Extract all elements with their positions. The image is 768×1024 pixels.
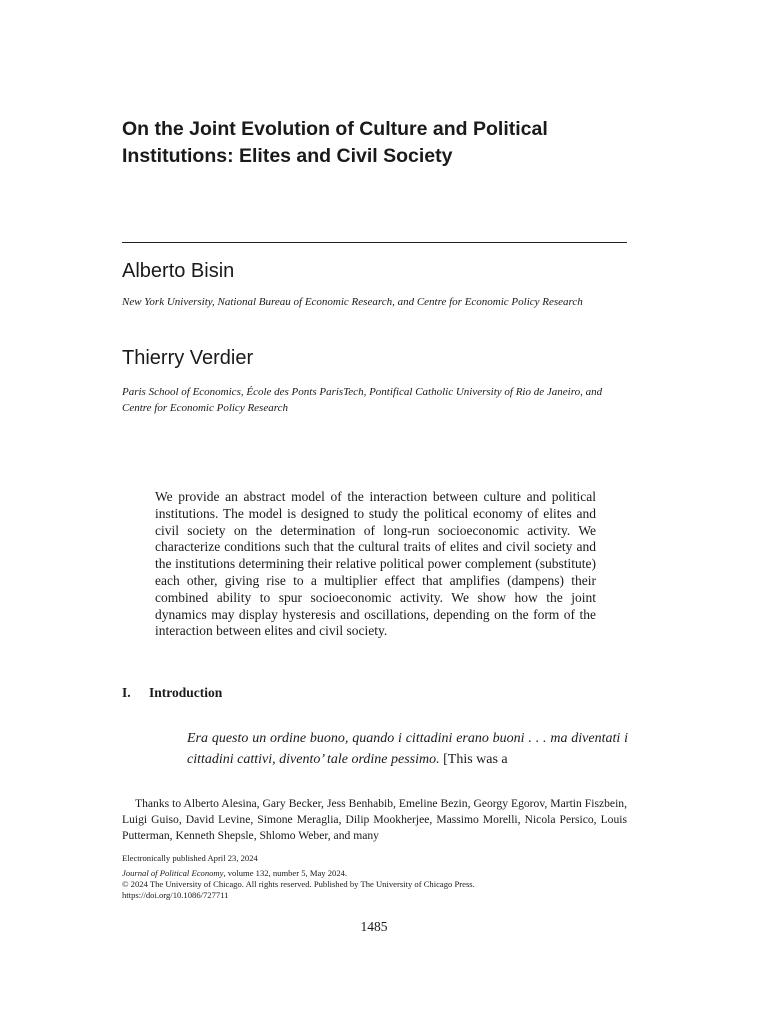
publication-date: Electronically published April 23, 2024 [122,853,258,863]
author-affiliation: New York University, National Bureau of Economic Research, and Centre for Economic Policy Research [122,296,583,308]
section-number: I. [122,685,131,700]
epigraph-quote: Era questo un ordine buono, quando i cittadini erano buoni . . . ma diventati i cittadini cattivi, divento’ tale ordine pessimo. [187,731,628,767]
section-heading [122,685,222,701]
section-title: Introduction [149,685,223,700]
volume-info: , volume 132, number 5, May 2024. [223,868,348,878]
epigraph-translation: [This was a [439,752,508,767]
copyright-notice: © 2024 The University of Chicago. All rights reserved. Published by The University of Chicago Press. [122,879,475,889]
journal-name: Journal of Political Economy [122,868,224,878]
article-title: On the Joint Evolution of Culture and Political Institutions: Elites and Civil Society [122,118,548,167]
page-number: 1485 [360,919,388,934]
abstract: We provide an abstract model of the interaction between culture and political institutions. The model is designed to study the political economy of elites and civil society on the determination of long-run socioeconomic activity. We characterize conditions such that the cultural traits of elites and civil society and the institutions determining their relative political power complement (substitute) each other, giving rise to a multiplier effect that amplifies (dampens) their combined ability to spur socioeconomic activity. We show how the joint dynamics may display hysteresis and oscillations, depending on the form of the interaction between elites and civil society. [155,489,596,639]
doi-link[interactable]: https://doi.org/10.1086/727711 [122,890,229,900]
author-name: Thierry Verdier [122,347,254,369]
title-rule [122,242,627,243]
acknowledgment-footnote: Thanks to Alberto Alesina, Gary Becker, Jess Benhabib, Emeline Bezin, Georgy Egorov, Martin Fiszbein, Luigi Guiso, David Levine, Simone Meraglia, Dilip Mookherjee, Massimo Morelli, Nicola Persico, Louis Putterman, Kenneth Shepsle, Shlomo Weber, and many [122,797,627,842]
journal-citation [122,868,627,879]
author-affiliation: Paris School of Economics, École des Ponts ParisTech, Pontifical Catholic University of Rio de Janeiro, and Centre for Economic Policy Research [122,386,603,414]
author-name: Alberto Bisin [122,260,235,282]
publication-info [122,853,627,901]
epigraph [187,728,628,770]
